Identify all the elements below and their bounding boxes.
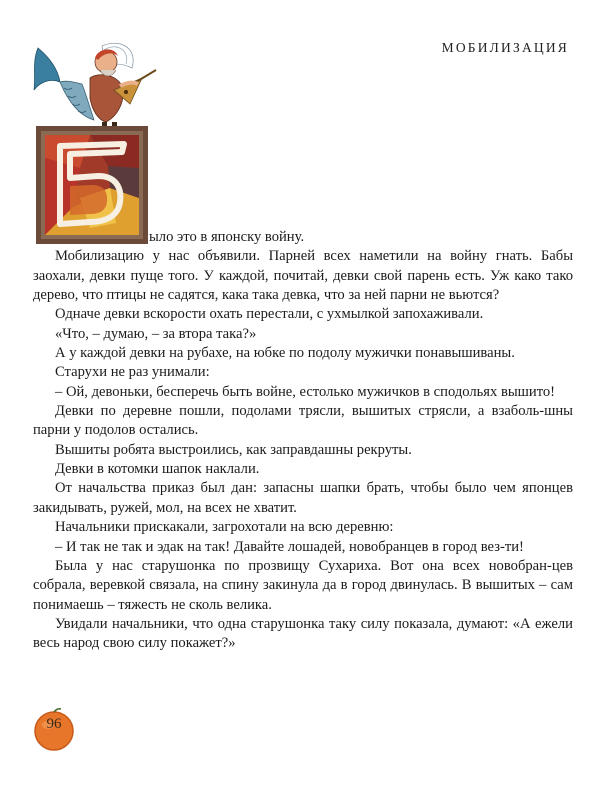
paragraph: Вышиты робята выстроились, как заправдашны рекруты. bbox=[55, 441, 412, 458]
paragraph: А у каждой девки на рубахе, на юбке по подолу мужички понавышиваны. bbox=[55, 345, 515, 362]
paragraph: Девки по деревне пошли, подолами трясли, вышитых стрясли, а взаболь-шны парни у подолов остались. bbox=[33, 403, 573, 439]
drop-cap-b-icon bbox=[36, 126, 148, 244]
paragraph: Увидали начальники, что одна старушонка таку силу показала, думают: «А ежели весь народ свою силу покажет?» bbox=[33, 615, 573, 652]
paragraph: Старухи не раз унимали: bbox=[55, 364, 210, 381]
paragraph: Одначе девки вскорости охать перестали, с ухмылкой запохаживали. bbox=[55, 306, 484, 323]
paragraph: Девки в котомки шапок наклали. bbox=[55, 461, 260, 478]
paragraph: «Что, – думаю, – за втора така?» bbox=[55, 325, 257, 342]
paragraph: – И так не так и эдак на так! Давайте лошадей, новобранцев в город вез-ти! bbox=[55, 538, 524, 555]
paragraph: – Ой, девоньки, бесперечь быть войне, естолько мужичков в сподольях вышито! bbox=[55, 383, 556, 400]
paragraph: ыло это в японску войну. bbox=[149, 229, 305, 245]
illustrated-initial bbox=[20, 38, 170, 248]
body-text bbox=[33, 228, 573, 654]
paragraph: Была у нас старушонка по прозвищу Сухариха. Вот она всех новобран-цев собрала, веревкой связала, на спину закинула да в город двинулась. В вышитых – сам понимаешь – тяжесть не сколь велика. bbox=[33, 557, 573, 613]
paragraph: Мобилизацию у нас объявили. Парней всех наметили на войну гнать. Бабы заохали, девки пуще того. У каждой, почитай, девки свой парень есть. Уж како тако дерево, что птицы не садятся, кака така девка, что за ней парни не вьются? bbox=[33, 248, 573, 304]
paragraph: Начальники прискакали, загрохотали на всю деревню: bbox=[55, 519, 394, 536]
page-number: 96 bbox=[46, 716, 62, 732]
running-title: МОБИЛИЗАЦИЯ bbox=[441, 40, 569, 55]
mermaid-with-balalaika-icon bbox=[34, 43, 156, 128]
paragraph: От начальства приказ был дан: запасны шапки брать, чтобы было чем японцев закидывать, ружей, мол, на всех не хватит. bbox=[33, 480, 573, 516]
